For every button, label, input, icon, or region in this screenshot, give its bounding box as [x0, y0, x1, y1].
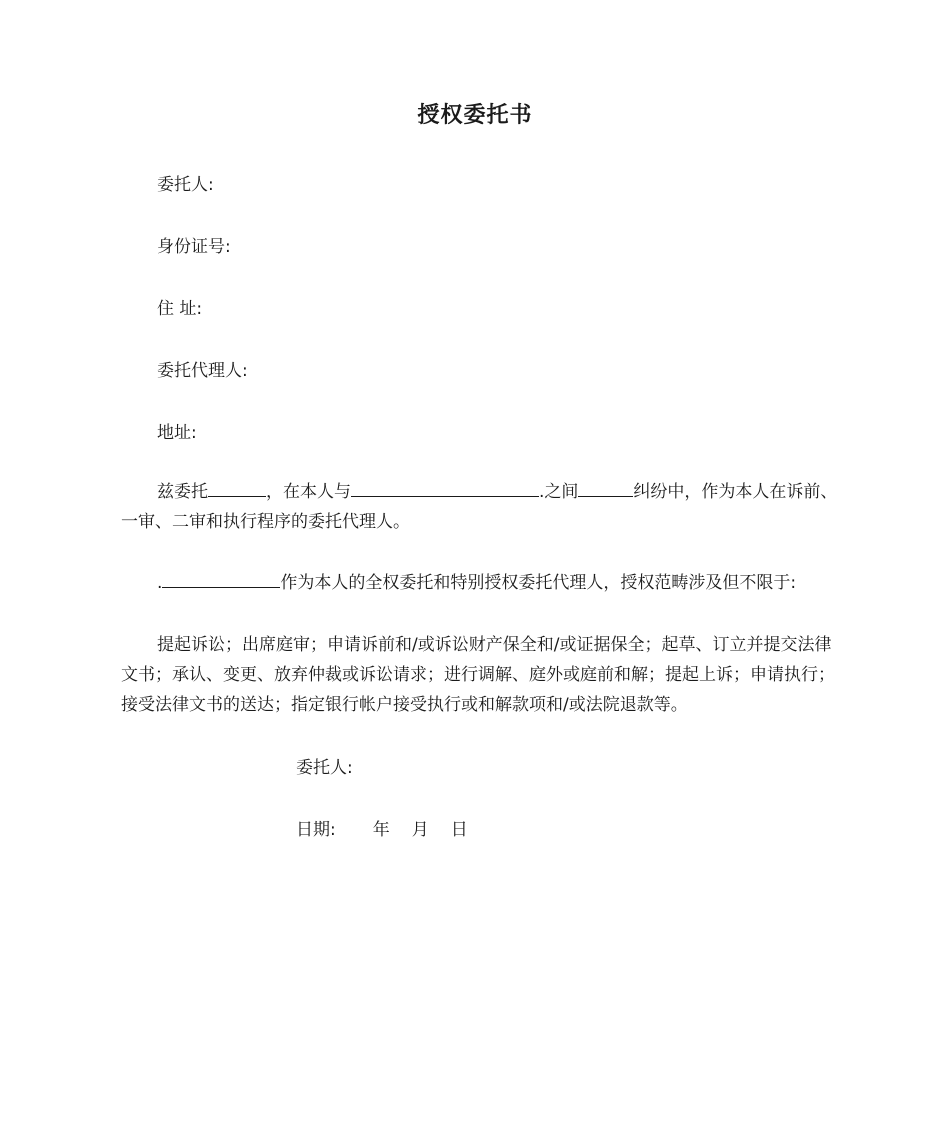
day-label: 日: [450, 820, 468, 840]
dispute-type-blank: [578, 479, 633, 497]
agent-address-field-label: 地址:: [157, 423, 197, 443]
paragraph-text: 纠纷中，作为本人在诉前、一审、二审和执行程序的委托代理人。: [121, 482, 838, 532]
paragraph-text: .: [157, 573, 163, 593]
counterparty-blank: [351, 479, 539, 497]
agent-field-label: 委托代理人:: [157, 361, 248, 381]
agent-name-blank: [208, 479, 266, 497]
address-field-label: 住 址:: [157, 299, 203, 319]
year-label: 年: [372, 820, 390, 840]
paragraph-text: .之间: [539, 482, 579, 502]
agent-blank: [162, 570, 280, 588]
paragraph-text: ，在本人与: [266, 482, 351, 502]
paragraph-text: 作为本人的全权委托和特别授权委托代理人，授权范畴涉及但不限于:: [280, 573, 797, 593]
authority-scope-paragraph: 提起诉讼；出席庭审；申请诉前和/或诉讼财产保全和/或证据保全；起草、订立并提交法律文书；承认、变更、放弃仲裁或诉讼请求；进行调解、庭外或庭前和解；提起上诉；申请执行；接受法律文书的送达；指定银行帐户接受执行或和解款项和/或法院退款等。: [121, 635, 835, 715]
principal-field-label: 委托人:: [157, 175, 214, 195]
month-label: 月: [411, 820, 429, 840]
id-number-field-label: 身份证号:: [157, 237, 231, 257]
document-title: 授权委托书: [417, 103, 533, 128]
paragraph-text: 兹委托: [157, 482, 208, 502]
signature-principal-label: 委托人:: [296, 758, 353, 778]
authority-paragraph: [121, 568, 839, 598]
entrustment-paragraph: [121, 477, 839, 537]
signature-date-line: [296, 815, 468, 840]
date-label: 日期:: [296, 820, 336, 840]
